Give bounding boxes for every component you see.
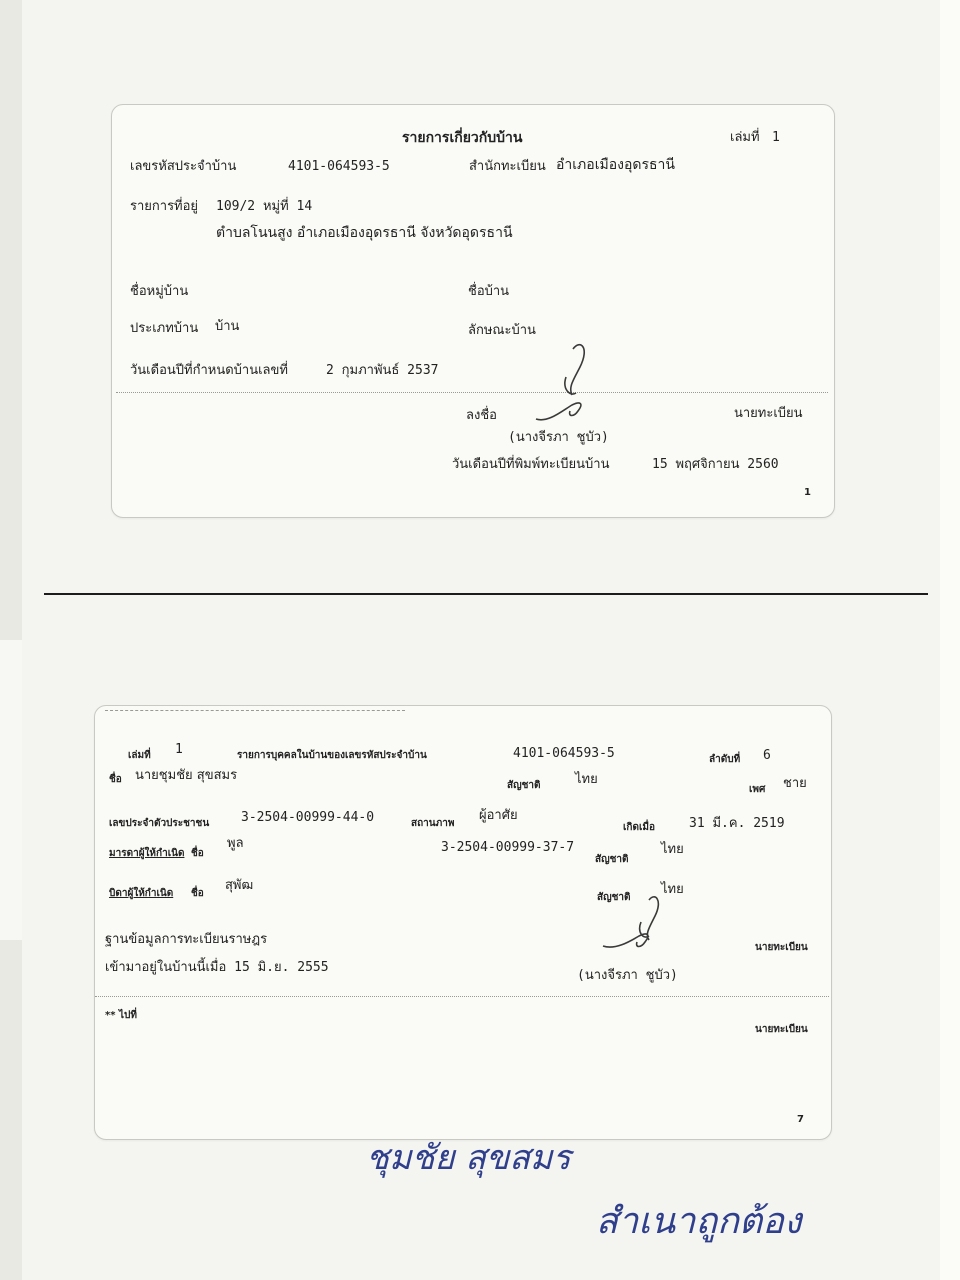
father-name-label: ชื่อ <box>191 888 204 899</box>
card2-registrar-label: นายทะเบียน <box>755 942 808 953</box>
paper-scrap <box>0 640 22 940</box>
village-label: ชื่อหมู่บ้าน <box>130 284 189 299</box>
office: อำเภอเมืองอุดรธานี <box>556 157 675 173</box>
birth-date: 31 มี.ค. 2519 <box>689 816 785 831</box>
nationality-label: สัญชาติ <box>507 780 541 791</box>
birth-label: เกิดเมื่อ <box>623 822 655 833</box>
handwritten-name: ชุมชัย สุขสมร <box>366 1138 571 1178</box>
house-code: 4101-064593-5 <box>288 159 390 174</box>
house-type-label: ประเภทบ้าน <box>130 321 199 336</box>
assigned-date: 2 กุมภาพันธ์ 2537 <box>326 363 439 378</box>
person-name: นายชุมชัย สุขสมร <box>135 768 238 783</box>
office-label: สำนักทะเบียน <box>469 159 546 174</box>
card1-book-label: เล่มที่ <box>730 130 760 145</box>
sex-label: เพศ <box>749 784 766 795</box>
mother-name-label: ชื่อ <box>191 848 204 859</box>
note-line2: เข้ามาอยู่ในบ้านนี้เมื่อ 15 มิ.ย. 2555 <box>105 960 329 975</box>
id-label: เลขประจำตัวประชาชน <box>109 818 210 829</box>
sex: ชาย <box>783 776 807 791</box>
person-info-card <box>94 705 832 1140</box>
assigned-date-label: วันเดือนปีที่กำหนดบ้านเลขที่ <box>130 363 288 378</box>
divider-2 <box>95 996 829 997</box>
registrar-label: นายทะเบียน <box>734 406 803 421</box>
house-info-card <box>111 104 835 518</box>
address-label: รายการที่อยู่ <box>130 199 199 214</box>
order-no: 6 <box>763 748 771 763</box>
father-nationality-label: สัญชาติ <box>597 892 631 903</box>
registrar-signature-2 <box>597 892 677 962</box>
house-type: บ้าน <box>215 319 240 334</box>
mother-id: 3-2504-00999-37-7 <box>441 840 575 855</box>
father-nationality: ไทย <box>661 882 684 897</box>
house-name-label: ชื่อบ้าน <box>468 284 510 299</box>
sign-label: ลงชื่อ <box>466 408 497 423</box>
house-character-label: ลักษณะบ้าน <box>468 323 536 338</box>
paper-edge <box>940 0 960 1280</box>
nationality: ไทย <box>575 772 598 787</box>
father-label: บิดาผู้ให้กำเนิด <box>109 888 174 899</box>
address-line1: 109/2 หมู่ที่ 14 <box>216 199 313 214</box>
mother-label: มารดาผู้ให้กำเนิด <box>109 848 185 859</box>
house-code-label: เลขรหัสประจำบ้าน <box>130 159 237 174</box>
mother-nationality-label: สัญชาติ <box>595 854 629 865</box>
status: ผู้อาศัย <box>479 808 518 823</box>
status-label: สถานภาพ <box>411 818 455 829</box>
order-label: ลำดับที่ <box>709 754 741 765</box>
card2-title: รายการบุคคลในบ้านของเลขรหัสประจำบ้าน <box>237 750 427 761</box>
card1-title: รายการเกี่ยวกับบ้าน <box>402 130 523 146</box>
registrar-signature <box>528 337 608 427</box>
address-line2: ตำบลโนนสูง อำเภอเมืองอุดรธานี จังหวัดอุดรธานี <box>216 225 513 241</box>
registrar-name: (นางจีรภา ชูบัว) <box>508 430 609 445</box>
card2-registrar-label-bottom: นายทะเบียน <box>755 1024 808 1035</box>
card1-page-number: 1 <box>804 487 811 498</box>
mother-name: พูล <box>227 836 244 851</box>
print-date: 15 พฤศจิกายน 2560 <box>652 457 779 472</box>
card2-book-no: 1 <box>175 742 183 757</box>
card2-house-code: 4101-064593-5 <box>513 746 615 761</box>
print-date-label: วันเดือนปีที่พิมพ์ทะเบียนบ้าน <box>452 457 610 472</box>
card1-book-no: 1 <box>772 130 780 145</box>
handwritten-certified-copy: สำเนาถูกต้อง <box>596 1201 802 1242</box>
top-perforation <box>105 710 405 711</box>
mother-nationality: ไทย <box>661 842 684 857</box>
father-name: สุพัฒ <box>225 878 254 893</box>
fold-line <box>44 593 928 595</box>
card2-registrar-name: (นางจีรภา ชูบัว) <box>577 968 678 983</box>
card2-page-number: 7 <box>797 1114 804 1125</box>
note-line1: ฐานข้อมูลการทะเบียนราษฎร <box>105 932 268 947</box>
moved-out-label: ** ไปที่ <box>105 1010 137 1021</box>
divider <box>116 392 828 393</box>
name-label: ชื่อ <box>109 774 122 785</box>
id-number: 3-2504-00999-44-0 <box>241 810 375 825</box>
card2-book-label: เล่มที่ <box>128 750 151 761</box>
